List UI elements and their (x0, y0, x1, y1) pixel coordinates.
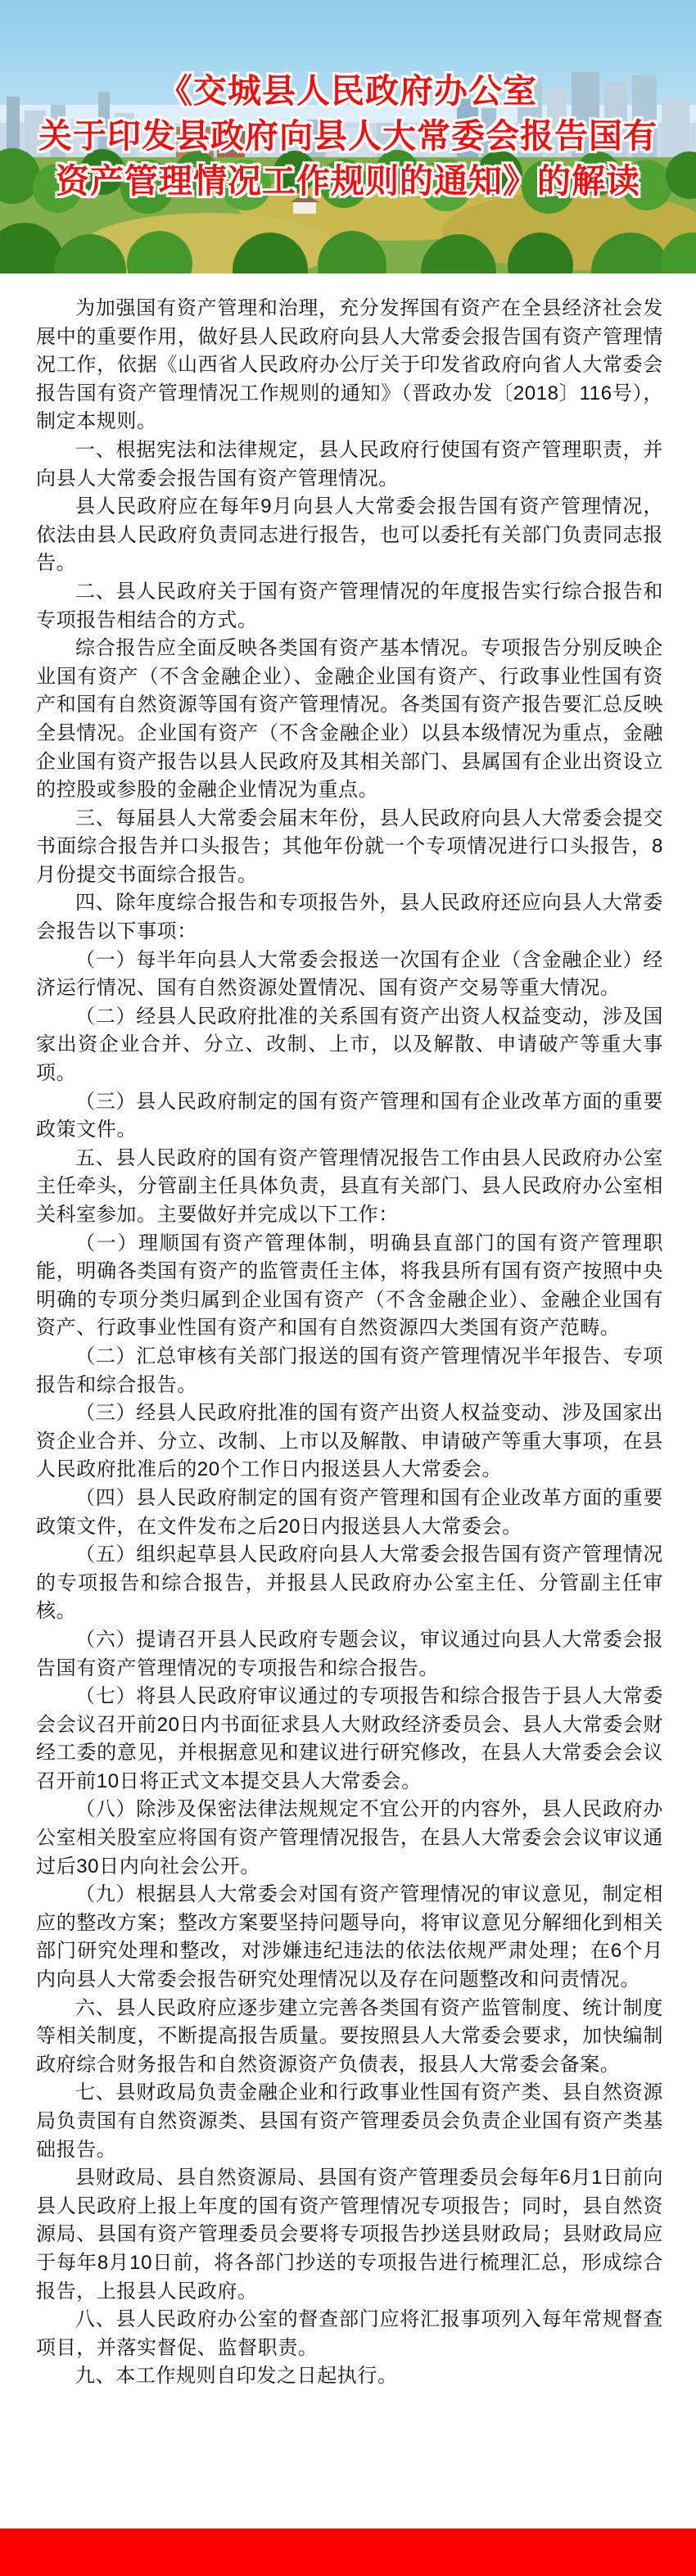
title-line-3: 资产管理情况工作规则的通知》的解读 (56, 162, 640, 200)
body-paragraph: 四、除年度综合报告和专项报告外，县人民政府还应向县人大常委会报告以下事项： (36, 892, 663, 943)
header-banner (0, 0, 696, 273)
body-paragraph: （九）根据县人大常委会对国有资产管理情况的审议意见，制定相应的整改方案；整改方案要坚持问题导向，将审议意见分解细化到相关部门研究处理和整改，对涉嫌违纪违法的依法依规严肃处理；在6个月内向县人大常委会报告研究处理情况以及存在问题整改和问责情况。 (36, 1883, 663, 1991)
body-paragraph: 综合报告应全面反映各类国有资产基本情况。专项报告分别反映企业国有资产（不含金融企业）、金融企业国有资产、行政事业性国有资产和国有自然资源等国有资产管理情况。各类国有资产报告要汇总反映全县情况。企业国有资产（不含金融企业）以县本级情况为重点，金融企业国有资产报告以县人民政府及其相关部门、县属国有企业出资设立的控股或参股的金融企业情况为重点。 (36, 637, 663, 802)
body-paragraph: 二、县人民政府关于国有资产管理情况的年度报告实行综合报告和专项报告相结合的方式。 (36, 580, 663, 631)
body-paragraph: （六）提请召开县人民政府专题会议，审议通过向县人大常委会报告国有资产管理情况的专项报告和综合报告。 (36, 1628, 663, 1679)
body-paragraph: （三）经县人民政府批准的国有资产出资人权益变动、涉及国家出资企业合并、分立、改制、上市以及解散、申请破产等重大事项，在县人民政府批准后的20个工作日内报送县人大常委会。 (36, 1402, 663, 1481)
body-paragraph: （五）组织起草县人民政府向县人大常委会报告国有资产管理情况的专项报告和综合报告，并报县人民政府办公室主任、分管副主任审核。 (36, 1543, 663, 1623)
document-body (0, 273, 696, 2391)
body-paragraph: 县人民政府应在每年9月向县人大常委会报告国有资产管理情况，依法由县人民政府负责同志进行报告，也可以委托有关部门负责同志报告。 (36, 495, 663, 575)
body-paragraph: 为加强国有资产管理和治理，充分发挥国有资产在全县经济社会发展中的重要作用，做好县人民政府向县人大常委会报告国有资产管理情况工作，依据《山西省人民政府办公厅关于印发省政府向省人大常委会报告国有资产管理情况工作规则的通知》（晋政办发〔2018〕116号），制定本规则。 (36, 297, 663, 433)
body-paragraph: 九、本工作规则自印发之日起执行。 (75, 2365, 398, 2388)
title-line-2: 关于印发县政府向县人大常委会报告国有 (38, 117, 658, 155)
body-paragraph: 三、每届县人大常委会届末年份，县人民政府向县人大常委会提交书面综合报告并口头报告；其他年份就一个专项情况进行口头报告，8月份提交书面综合报告。 (36, 807, 663, 886)
body-paragraph: （二）汇总审核有关部门报送的国有资产管理情况半年报告、专项报告和综合报告。 (36, 1344, 663, 1396)
body-paragraph: （八）除涉及保密法律法规规定不宜公开的内容外，县人民政府办公室相关股室应将国有资产管理情况报告，在县人大常委会会议审议通过后30日内向社会公开。 (36, 1798, 663, 1878)
body-paragraph: 六、县人民政府应逐步建立完善各类国有资产监管制度、统计制度等相关制度，不断提高报告质量。要按照县人大常委会要求，加快编制政府综合财务报告和自然资源资产负债表，报县人大常委会备案。 (36, 1996, 663, 2076)
body-paragraph: （四）县人民政府制定的国有资产管理和国有企业改革方面的重要政策文件，在文件发布之后20日内报送县人大常委会。 (36, 1486, 663, 1538)
body-paragraph: （七）将县人民政府审议通过的专项报告和综合报告于县人大常委会会议召开前20日内书面征求县人大财政经济委员会、县人大常委会财经工委的意见，并根据意见和建议进行研究修改，在县人大常委会会议召开前10日将正式文本提交县人大常委会。 (36, 1685, 663, 1792)
body-paragraph: （一）理顺国有资产管理体制，明确县直部门的国有资产管理职能，明确各类国有资产的监管责任主体，将我县所有国有资产按照中央明确的专项分类归属到企业国有资产（不含金融企业）、金融企业国有资产、行政事业性国有资产和国有自然资源四大类国有资产范畴。 (36, 1232, 663, 1340)
body-paragraph: 七、县财政局负责金融企业和行政事业性国有资产类、县自然资源局负责国有自然资源类、县国有资产管理委员会负责企业国有资产类基础报告。 (36, 2081, 663, 2161)
footer-red-bar (0, 2529, 696, 2576)
body-paragraph: （二）经县人民政府批准的关系国有资产出资人权益变动，涉及国家出资企业合并、分立、改制、上市，以及解散、申请破产等重大事项。 (36, 1005, 663, 1085)
body-paragraph: 县财政局、县自然资源局、县国有资产管理委员会每年6月1日前向县人民政府上报上年度的国有资产管理情况专项报告；同时，县自然资源局、县国有资产管理委员会要将专项报告抄送县财政局；县财政局应于每年8月10日前，将各部门抄送的专项报告进行梳理汇总，形成综合报告，上报县人民政府。 (36, 2167, 663, 2303)
title-line-1: 《交城县人民政府办公室 (159, 72, 537, 110)
body-paragraph: （一）每半年向县人大常委会报送一次国有企业（含金融企业）经济运行情况、国有自然资源处置情况、国有资产交易等重大情况。 (36, 948, 663, 1000)
body-paragraph: 五、县人民政府的国有资产管理情况报告工作由县人民政府办公室主任牵头，分管副主任具体负责，县直有关部门、县人民政府办公室相关科室参加。主要做好并完成以下工作： (36, 1146, 663, 1226)
page-title (0, 69, 696, 204)
body-paragraph: 一、根据宪法和法律规定，县人民政府行使国有资产管理职责，并向县人大常委会报告国有资产管理情况。 (36, 438, 663, 490)
body-paragraph: 八、县人民政府办公室的督查部门应将汇报事项列入每年常规督查项目，并落实督促、监督职责。 (36, 2308, 663, 2359)
body-paragraph: （三）县人民政府制定的国有资产管理和国有企业改革方面的重要政策文件。 (36, 1090, 663, 1141)
